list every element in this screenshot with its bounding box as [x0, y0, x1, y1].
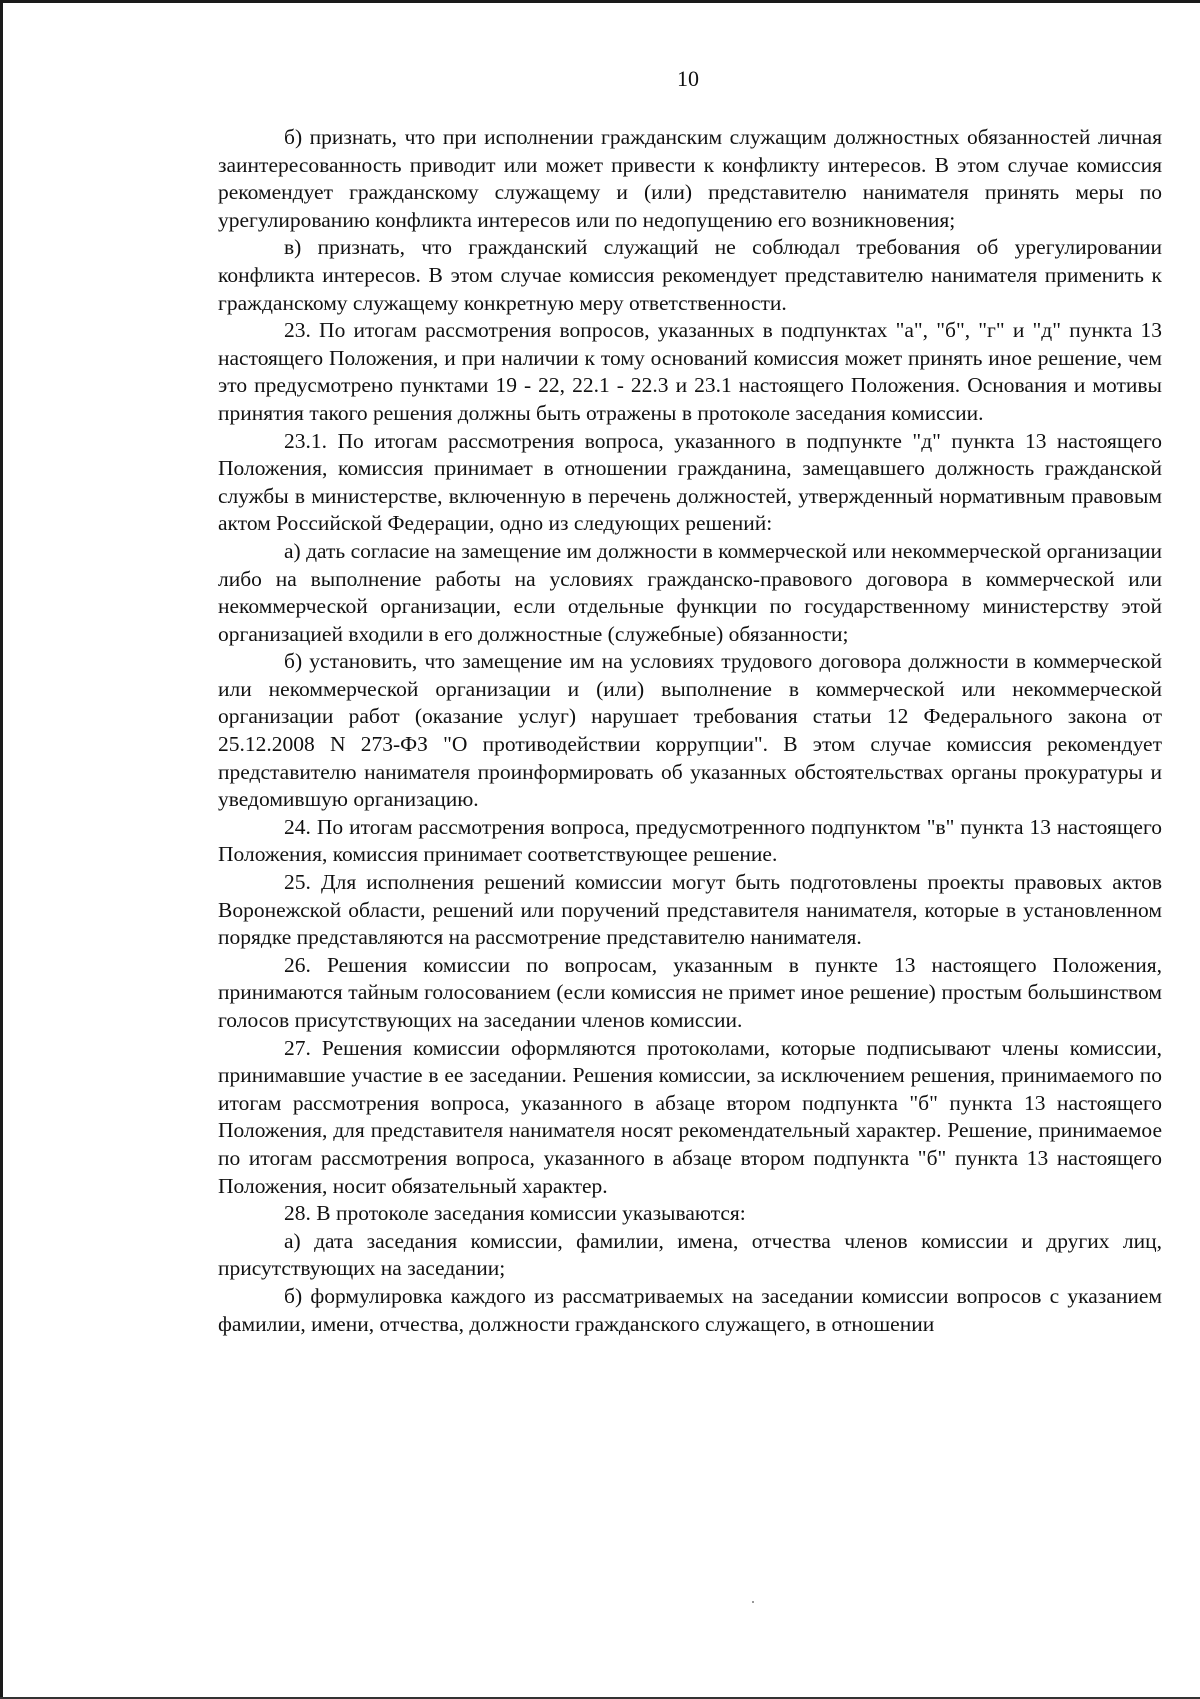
page-number: 10	[677, 66, 699, 91]
paragraph-item-25: 25. Для исполнения решений комиссии могут быть подготовлены проекты правовых актов Воронежской области, решений или поручений представителя нанимателя, которые в установленном порядке представляются на рассмотрение представителю нанимателя.	[218, 870, 1162, 950]
paragraph-item-26: 26. Решения комиссии по вопросам, указанным в пункте 13 настоящего Положения, принимаются тайным голосованием (если комиссия не примет иное решение) простым большинством голосов присутствующих на заседании членов комиссии.	[218, 952, 1162, 1032]
paragraph-item-23-1-a: а) дать согласие на замещение им должности в коммерческой или некоммерческой организации либо на выполнение работы на условиях гражданско-правового договора в коммерческой или некоммерческой организации, если отдельные функции по государственному министерству этой организацией входили в его должностные (служебные) обязанности;	[218, 538, 1162, 646]
paragraph-item-28-b: б) формулировка каждого из рассматриваемых на заседании комиссии вопросов с указанием фамилии, имени, отчества, должности гражданского служащего, в отношении	[218, 1283, 1162, 1336]
paragraph-item-24: 24. По итогам рассмотрения вопроса, предусмотренного подпунктом "в" пункта 13 настоящего Положения, комиссия принимает соответствующее решение.	[218, 814, 1162, 867]
paragraph-subitem-v-violation: в) признать, что гражданский служащий не соблюдал требования об урегулировании конфликта интересов. В этом случае комиссия рекомендует представителю нанимателя применить к гражданскому служащему конкретную меру ответственности.	[218, 235, 1162, 315]
scan-edge-top	[0, 0, 1200, 3]
paragraph-item-23: 23. По итогам рассмотрения вопросов, указанных в подпунктах "а", "б", "г" и "д" пункта 13 настоящего Положения, и при наличии к тому оснований комиссия может принять иное решение, чем это предусмотрено пунктами 19 - 22, 22.1 - 22.3 и 23.1 настоящего Положения. Основания и мотивы принятия такого решения должны быть отражены в протоколе заседания комиссии.	[218, 318, 1162, 425]
paragraph-item-23-1-b: б) установить, что замещение им на условиях трудового договора должности в коммерческой или некоммерческой организации и (или) выполнение в коммерческой или некоммерческой организации работ (оказание услуг) нарушает требования статьи 12 Федерального закона от 25.12.2008 N 273-ФЗ "О противодействии коррупции". В этом случае комиссия рекомендует представителю нанимателя проинформировать об указанных обстоятельствах органы прокуратуры и уведомившую организацию.	[218, 649, 1162, 812]
paragraph-item-23-1: 23.1. По итогам рассмотрения вопроса, указанного в подпункте "д" пункта 13 настоящего Положения, комиссия принимает в отношении гражданина, замещавшего должность гражданской службы в министерстве, включенную в перечень должностей, утвержденный нормативным правовым актом Российской Федерации, одно из следующих решений:	[218, 428, 1162, 536]
document-body	[218, 124, 1162, 1338]
scan-speck	[752, 1601, 754, 1603]
paragraph-subitem-b-conflict: б) признать, что при исполнении гражданским служащим должностных обязанностей личная заинтересованность приводит или может привести к конфликту интересов. В этом случае комиссия рекомендует гражданскому служащему и (или) представителю нанимателя принять меры по урегулированию конфликта интересов или по недопущению его возникновения;	[218, 125, 1162, 232]
paragraph-item-28: 28. В протоколе заседания комиссии указываются:	[284, 1201, 746, 1226]
paragraph-item-27: 27. Решения комиссии оформляются протоколами, которые подписывают члены комиссии, принимавшие участие в ее заседании. Решения комиссии, за исключением решения, принимаемого по итогам рассмотрения вопроса, указанного в абзаце втором подпункта "б" пункта 13 настоящего Положения, для представителя нанимателя носят рекомендательный характер. Решение, принимаемое по итогам рассмотрения вопроса, указанного в абзаце втором подпункта "б" пункта 13 настоящего Положения, носит обязательный характер.	[218, 1035, 1162, 1198]
paragraph-item-28-a: а) дата заседания комиссии, фамилии, имена, отчества членов комиссии и других лиц, присутствующих на заседании;	[218, 1228, 1162, 1281]
scan-edge-left	[0, 0, 3, 1699]
